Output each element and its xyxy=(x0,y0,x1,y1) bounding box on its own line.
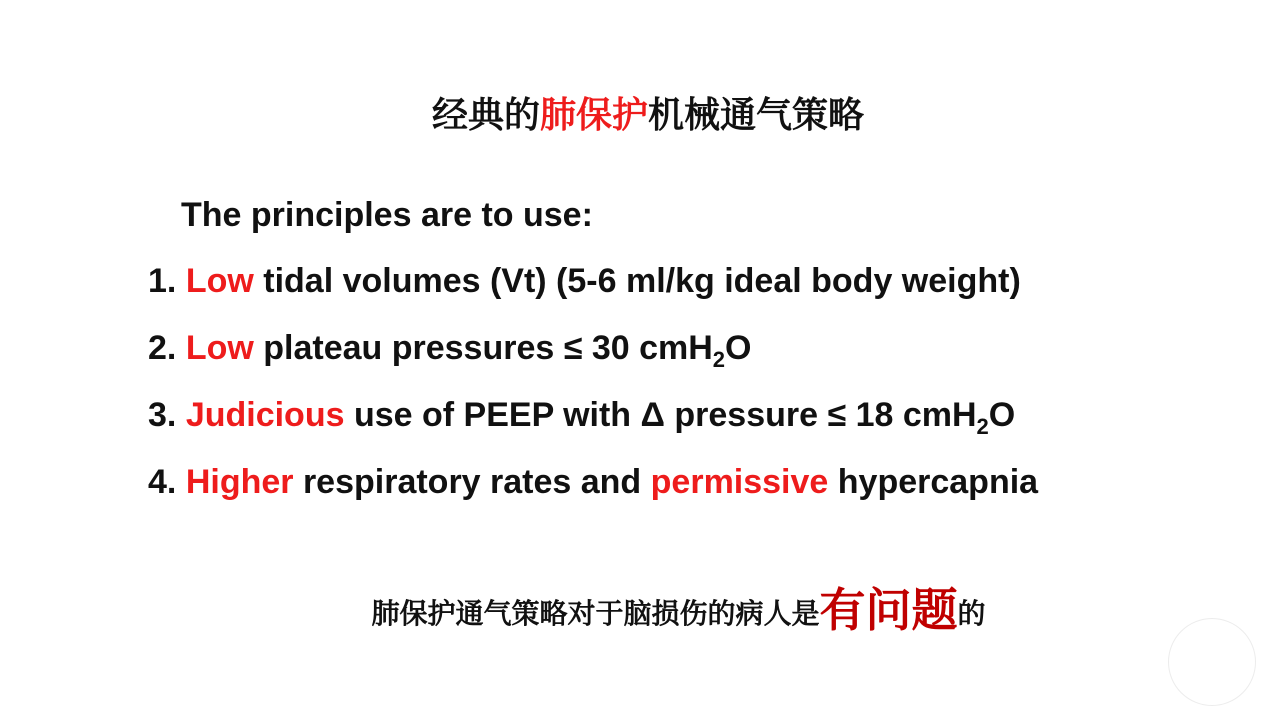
item-tail: O xyxy=(725,329,752,367)
item-highlight: Higher xyxy=(185,463,294,501)
principles-list xyxy=(148,255,1038,523)
item-text: plateau pressures ≤ 30 cmH xyxy=(253,329,713,367)
item-number: 1. xyxy=(148,262,177,300)
intro-text: The principles are to use: xyxy=(181,196,593,234)
list-item xyxy=(148,456,1038,523)
watermark-seal xyxy=(1168,618,1256,706)
slide-title xyxy=(0,90,1280,142)
bottom-statement xyxy=(0,582,1280,642)
title-part1: 经典的 xyxy=(431,95,540,136)
bottom-emphasis: 有问题 xyxy=(819,583,958,637)
bottom-tail: 的 xyxy=(957,597,986,630)
subscript: 2 xyxy=(976,414,989,439)
item-number: 4. xyxy=(148,463,177,501)
subscript: 2 xyxy=(712,347,726,372)
title-highlight: 肺保护 xyxy=(539,95,648,136)
item-highlight: Judicious xyxy=(185,396,345,434)
list-item xyxy=(148,322,1038,389)
bottom-text: 肺保护通气策略对于脑损伤的病人是 xyxy=(371,597,820,630)
title-part2: 机械通气策略 xyxy=(648,95,865,136)
item-text: tidal volumes (Vt) (5-6 ml/kg ideal body weight) xyxy=(253,262,1021,300)
list-item xyxy=(148,255,1038,322)
item-number: 3. xyxy=(148,396,177,434)
item-text: use of PEEP with Δ pressure ≤ 18 cmH xyxy=(344,396,977,434)
item-number: 2. xyxy=(148,329,177,367)
item-text: respiratory rates and xyxy=(293,463,651,501)
list-item xyxy=(148,389,1038,456)
item-highlight: Low xyxy=(185,329,254,367)
item-highlight: Low xyxy=(185,262,254,300)
item-tail: hypercapnia xyxy=(828,463,1039,501)
item-tail: O xyxy=(988,396,1016,434)
item-highlight-2: permissive xyxy=(650,463,829,501)
